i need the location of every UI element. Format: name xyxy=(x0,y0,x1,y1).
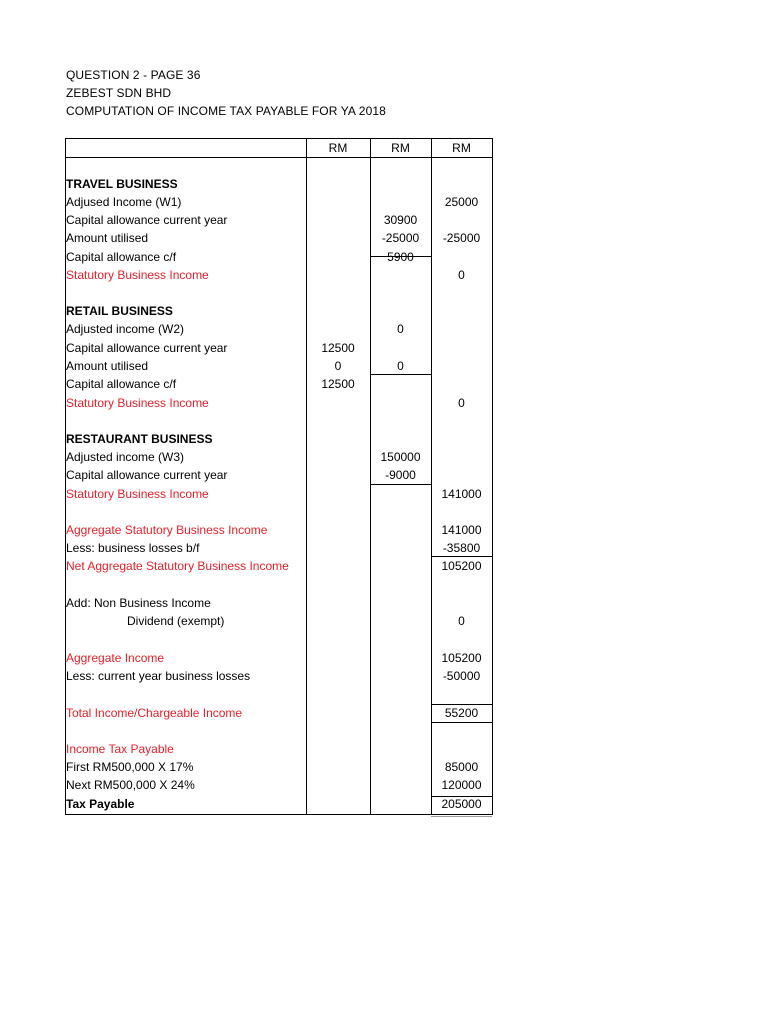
tax-first-band-label: First RM500,000 X 17% xyxy=(66,760,194,774)
travel-ca-value: 30900 xyxy=(383,213,418,227)
non-business-label: Add: Non Business Income xyxy=(66,596,211,610)
restaurant-adjusted-label: Adjusted income (W3) xyxy=(66,450,185,464)
column-divider-1 xyxy=(306,138,307,815)
tax-computation-table xyxy=(65,138,493,815)
retail-heading: RETAIL BUSINESS xyxy=(66,304,173,318)
travel-heading: TRAVEL BUSINESS xyxy=(66,177,178,191)
company-name: ZEBEST SDN BHD xyxy=(66,86,172,100)
question-label: QUESTION 2 - PAGE 36 xyxy=(66,68,201,82)
table-bottom-border xyxy=(65,814,492,815)
total-income-bottom-rule xyxy=(431,722,492,723)
asbi-value: 141000 xyxy=(441,523,482,537)
tax-payable-label: Tax Payable xyxy=(66,797,135,811)
losses-bf-value: -35800 xyxy=(442,541,481,555)
travel-cf-label: Capital allowance c/f xyxy=(66,250,177,264)
restaurant-ca-label: Capital allowance current year xyxy=(66,468,228,482)
asbi-label: Aggregate Statutory Business Income xyxy=(66,523,268,537)
travel-sbi-value: 0 xyxy=(458,268,465,282)
restaurant-sbi-value: 141000 xyxy=(441,487,482,501)
travel-adjusted-label: Adjused Income (W1) xyxy=(66,195,182,209)
retail-sbi-label: Statutory Business Income xyxy=(66,396,209,410)
tax-next-band-label: Next RM500,000 X 24% xyxy=(66,778,195,792)
restaurant-ca-value: -9000 xyxy=(385,468,416,482)
header-row-divider xyxy=(65,157,492,158)
current-losses-value: -50000 xyxy=(442,669,481,683)
retail-cf-value: 12500 xyxy=(321,377,355,391)
document-title: COMPUTATION OF INCOME TAX PAYABLE FOR YA 2018 xyxy=(66,104,386,118)
table-right-border xyxy=(492,138,493,815)
retail-adjusted-value: 0 xyxy=(397,322,404,336)
travel-utilised-value-3: -25000 xyxy=(442,231,481,245)
travel-adjusted-value: 25000 xyxy=(444,195,479,209)
travel-utilised-value-2: -25000 xyxy=(381,231,420,245)
tax-total-double-rule xyxy=(431,816,492,817)
tax-next-band-value: 120000 xyxy=(441,778,482,792)
currency-header-1: RM xyxy=(328,141,348,155)
travel-cf-value: 5900 xyxy=(387,250,414,264)
restaurant-heading: RESTAURANT BUSINESS xyxy=(66,432,213,446)
nasbi-value: 105200 xyxy=(441,559,482,573)
retail-cf-label: Capital allowance c/f xyxy=(66,377,177,391)
retail-ca-value: 12500 xyxy=(321,341,355,355)
retail-utilised-value-2: 0 xyxy=(397,359,404,373)
restaurant-adjusted-value: 150000 xyxy=(380,450,421,464)
aggregate-income-label: Aggregate Income xyxy=(66,651,165,665)
tax-payable-value: 205000 xyxy=(441,797,482,811)
total-income-value: 55200 xyxy=(444,706,479,720)
restaurant-sbi-label: Statutory Business Income xyxy=(66,487,209,501)
travel-ca-label: Capital allowance current year xyxy=(66,213,228,227)
tax-heading: Income Tax Payable xyxy=(66,742,174,756)
retail-ca-label: Capital allowance current year xyxy=(66,341,228,355)
tax-first-band-value: 85000 xyxy=(444,760,479,774)
retail-utilised-value-1: 0 xyxy=(334,359,342,373)
retail-adjusted-label: Adjusted income (W2) xyxy=(66,322,185,336)
restaurant-subtotal-rule xyxy=(370,484,431,485)
retail-sbi-value: 0 xyxy=(458,396,465,410)
dividend-value: 0 xyxy=(458,614,465,628)
losses-bf-label: Less: business losses b/f xyxy=(66,541,200,555)
travel-sbi-label: Statutory Business Income xyxy=(66,268,209,282)
travel-utilised-label: Amount utilised xyxy=(66,231,149,245)
nasbi-label: Net Aggregate Statutory Business Income xyxy=(66,559,289,573)
currency-header-3: RM xyxy=(452,141,471,155)
currency-header-2: RM xyxy=(391,141,410,155)
retail-utilised-label: Amount utilised xyxy=(66,359,149,373)
current-losses-label: Less: current year business losses xyxy=(66,669,251,683)
total-income-label: Total Income/Chargeable Income xyxy=(66,706,243,720)
aggregate-income-value: 105200 xyxy=(441,651,482,665)
dividend-label: Dividend (exempt) xyxy=(127,614,225,628)
